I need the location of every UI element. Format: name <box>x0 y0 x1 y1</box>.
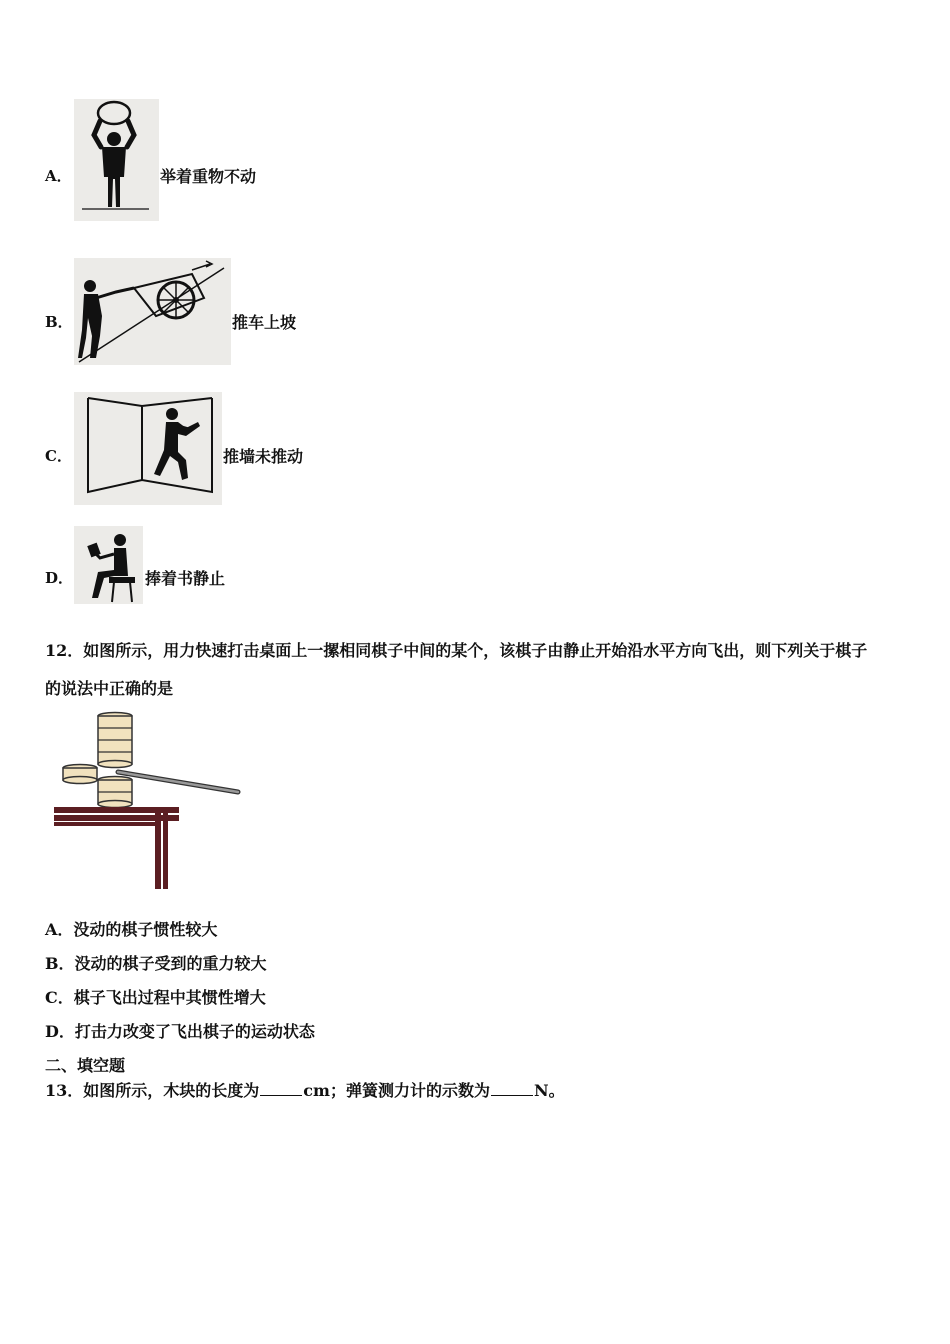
question-12-option-b: B．没动的棋子受到的重力较大 <box>45 954 267 973</box>
question-13-part3: N。 <box>533 1081 565 1100</box>
option-b-text: 推车上坡 <box>232 313 297 332</box>
option-d-letter: D． <box>45 569 74 587</box>
option-d-text: 捧着书静止 <box>145 569 226 588</box>
person-sitting-holding-book-icon <box>74 526 143 604</box>
chess-stack-icon <box>52 708 244 892</box>
option-c-letter: C． <box>45 447 72 465</box>
option-b-image <box>74 258 231 365</box>
question-12-option-d: D．打击力改变了飞出棋子的运动状态 <box>45 1022 315 1041</box>
option-a-letter: A． <box>45 167 72 185</box>
length-answer-blank[interactable] <box>260 1081 302 1096</box>
person-holding-weight-overhead-icon <box>74 99 159 221</box>
person-pushing-cart-uphill-icon <box>74 258 231 365</box>
option-c-text: 推墙未推动 <box>223 447 304 466</box>
question-13-part1: 13．如图所示，木块的长度为 <box>45 1081 260 1100</box>
option-a-text: 举着重物不动 <box>160 167 257 186</box>
question-12-option-c: C．棋子飞出过程中其惯性增大 <box>45 988 266 1007</box>
option-c-image <box>74 392 222 505</box>
section-title: 二、填空题 <box>45 1056 126 1075</box>
person-pushing-wall-icon <box>74 392 222 505</box>
option-b-letter: B． <box>45 313 73 331</box>
question-12-option-a: A．没动的棋子惯性较大 <box>45 920 218 939</box>
question-13-part2: cm；弹簧测力计的示数为 <box>303 1081 490 1100</box>
force-answer-blank[interactable] <box>491 1081 533 1096</box>
question-12-stem-line1: 12．如图所示，用力快速打击桌面上一摞相同棋子中间的某个，该棋子由静止开始沿水平方向飞出，则下列关于棋子 <box>45 641 868 660</box>
question-13 <box>45 1078 565 1101</box>
option-a-image <box>74 99 159 221</box>
chess-pieces-figure <box>52 708 244 892</box>
option-d-image <box>74 526 143 604</box>
question-12-stem-line2: 的说法中正确的是 <box>45 679 174 698</box>
